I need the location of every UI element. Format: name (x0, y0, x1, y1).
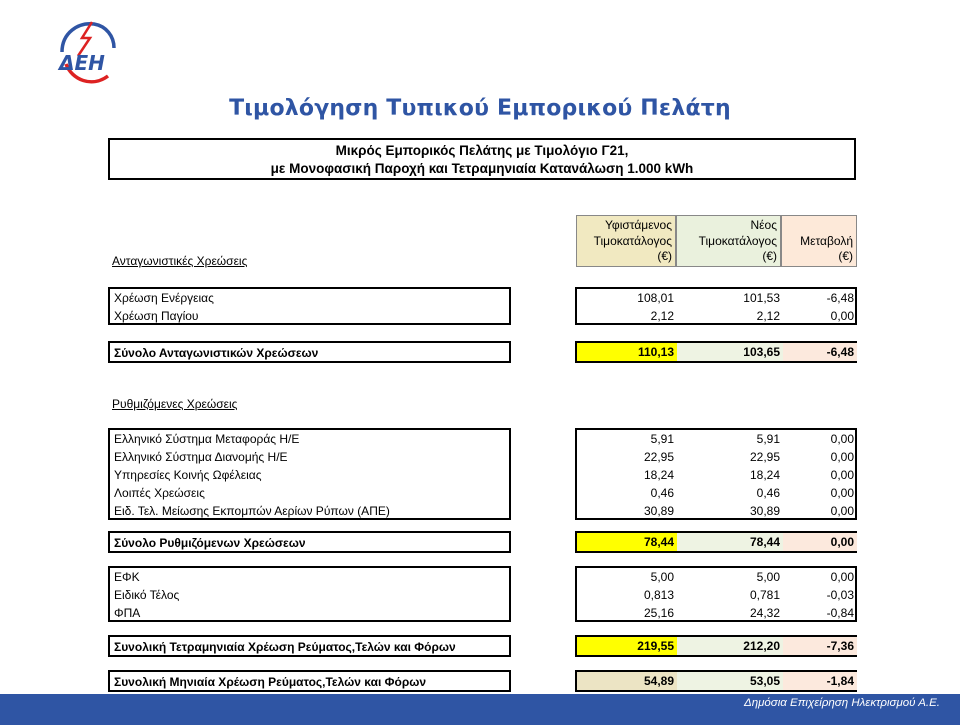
value-change: -0,84 (826, 606, 854, 620)
value-change: 0,00 (830, 570, 854, 584)
col-header-change-l2: Μεταβολή (800, 233, 853, 248)
table-row (110, 604, 509, 622)
value-current: 0,813 (643, 588, 674, 602)
value-change: 0,00 (830, 504, 854, 518)
value-current: 110,13 (577, 343, 677, 361)
value-current: 25,16 (643, 606, 674, 620)
table-row (577, 430, 855, 448)
competitive-total-label-box (108, 341, 511, 363)
value-new: 30,89 (749, 504, 780, 518)
value-current: 5,91 (650, 432, 674, 446)
value-change: 0,00 (830, 468, 854, 482)
value-change: -1,84 (783, 672, 857, 690)
regulated-labels (108, 428, 511, 520)
value-change: -7,36 (783, 637, 857, 655)
value-new: 5,00 (756, 570, 780, 584)
col-header-new-l2: Τιμοκατάλογος (698, 233, 777, 248)
table-row (110, 289, 509, 307)
subtitle-line-1: Μικρός Εμπορικός Πελάτης με Τιμολόγιο Γ21, (335, 143, 629, 158)
row-label: Ελληνικό Σύστημα Μεταφοράς Η/Ε (114, 432, 300, 446)
value-current: 219,55 (577, 637, 677, 655)
value-new: 0,781 (749, 588, 780, 602)
regulated-heading: Ρυθμιζόμενες Χρεώσεις (112, 397, 238, 411)
total-row (577, 343, 855, 361)
row-label: Σύνολο Ρυθμιζόμενων Χρεώσεων (114, 536, 306, 550)
table-row (110, 307, 509, 325)
table-row (577, 604, 855, 622)
table-row (577, 307, 855, 325)
row-label: ΦΠΑ (114, 606, 141, 620)
monthly-total-values (575, 670, 857, 692)
table-row (577, 466, 855, 484)
row-label: Λοιπές Χρεώσεις (114, 486, 205, 500)
grand-total-values (575, 635, 857, 657)
value-current: 108,01 (637, 291, 674, 305)
col-header-new-l3: (€) (762, 249, 777, 263)
regulated-total-values (575, 531, 857, 553)
competitive-heading: Ανταγωνιστικές Χρεώσεις (112, 254, 248, 268)
logo-text: ΔΕΗ (59, 51, 105, 75)
value-new: 103,65 (677, 343, 783, 361)
value-new: 24,32 (749, 606, 780, 620)
value-new: 78,44 (677, 533, 783, 551)
tax-labels (108, 566, 511, 622)
value-new: 2,12 (756, 309, 780, 323)
grand-total-label-box (108, 635, 511, 657)
value-new: 53,05 (677, 672, 783, 690)
row-label: Χρέωση Παγίου (114, 309, 199, 323)
table-row (110, 484, 509, 502)
value-change: 0,00 (830, 309, 854, 323)
table-row (110, 430, 509, 448)
tax-values (575, 566, 857, 622)
col-header-current-l1: Υφιστάμενος (605, 218, 672, 232)
col-header-new-l1: Νέος (750, 218, 777, 232)
subtitle-line-2: με Μονοφασική Παροχή και Τετραμηνιαία Κατανάλωση 1.000 kWh (270, 161, 694, 176)
total-row (577, 533, 855, 551)
total-row (110, 673, 509, 691)
footer-text: Δημόσια Επιχείρηση Ηλεκτρισμού Α.Ε. (743, 697, 940, 709)
table-row (577, 568, 855, 586)
table-row (110, 466, 509, 484)
value-current: 78,44 (577, 533, 677, 551)
value-new: 22,95 (749, 450, 780, 464)
competitive-labels (108, 287, 511, 325)
value-current: 54,89 (577, 672, 677, 690)
col-header-change (781, 215, 857, 267)
table-row (110, 502, 509, 520)
col-header-change-l1 (782, 218, 853, 234)
total-row (577, 672, 855, 690)
col-header-current-l2: Τιμοκατάλογος (593, 233, 672, 248)
row-label: Σύνολο Ανταγωνιστικών Χρεώσεων (114, 346, 319, 360)
regulated-values (575, 428, 857, 520)
subtitle-box (108, 138, 856, 180)
total-row (110, 344, 509, 362)
value-new: 101,53 (743, 291, 780, 305)
row-label: Συνολική Μηνιαία Χρέωση Ρεύματος,Τελών και Φόρων (114, 675, 427, 689)
competitive-total-values (575, 341, 857, 363)
value-current: 22,95 (643, 450, 674, 464)
row-label: ΕΦΚ (114, 570, 140, 584)
value-current: 2,12 (650, 309, 674, 323)
value-new: 212,20 (677, 637, 783, 655)
page-title: Τιμολόγηση Τυπικού Εμπορικού Πελάτη (229, 96, 731, 121)
row-label: Συνολική Τετραμηνιαία Χρέωση Ρεύματος,Τελών και Φόρων (114, 640, 456, 654)
table-row (577, 448, 855, 466)
table-row (110, 586, 509, 604)
value-new: 5,91 (756, 432, 780, 446)
value-current: 0,46 (650, 486, 674, 500)
col-header-new (676, 215, 781, 267)
total-row (110, 638, 509, 656)
table-row (577, 586, 855, 604)
table-row (577, 484, 855, 502)
row-label: Ελληνικό Σύστημα Διανομής Η/Ε (114, 450, 288, 464)
col-header-current-l3: (€) (657, 249, 672, 263)
value-change: -6,48 (783, 343, 857, 361)
regulated-total-label-box (108, 531, 511, 553)
value-current: 30,89 (643, 504, 674, 518)
row-label: Ειδικό Τέλος (114, 588, 180, 602)
dei-logo (52, 18, 118, 90)
total-row (110, 534, 509, 552)
value-current: 18,24 (643, 468, 674, 482)
table-row (577, 502, 855, 520)
value-new: 0,46 (756, 486, 780, 500)
value-new: 18,24 (749, 468, 780, 482)
table-row (577, 289, 855, 307)
value-change: -0,03 (826, 588, 854, 602)
row-label: Υπηρεσίες Κοινής Ωφέλειας (114, 468, 262, 482)
value-change: 0,00 (783, 533, 857, 551)
value-change: 0,00 (830, 486, 854, 500)
value-change: 0,00 (830, 432, 854, 446)
total-row (577, 637, 855, 655)
value-change: 0,00 (830, 450, 854, 464)
table-row (110, 448, 509, 466)
col-header-change-l3: (€) (838, 249, 853, 263)
row-label: Χρέωση Ενέργειας (114, 291, 214, 305)
value-current: 5,00 (650, 570, 674, 584)
monthly-total-label-box (108, 670, 511, 692)
competitive-values (575, 287, 857, 325)
row-label: Ειδ. Τελ. Μείωσης Εκπομπών Αερίων Ρύπων (ΑΠΕ) (114, 504, 390, 518)
table-row (110, 568, 509, 586)
value-change: -6,48 (826, 291, 854, 305)
col-header-current (576, 215, 676, 267)
